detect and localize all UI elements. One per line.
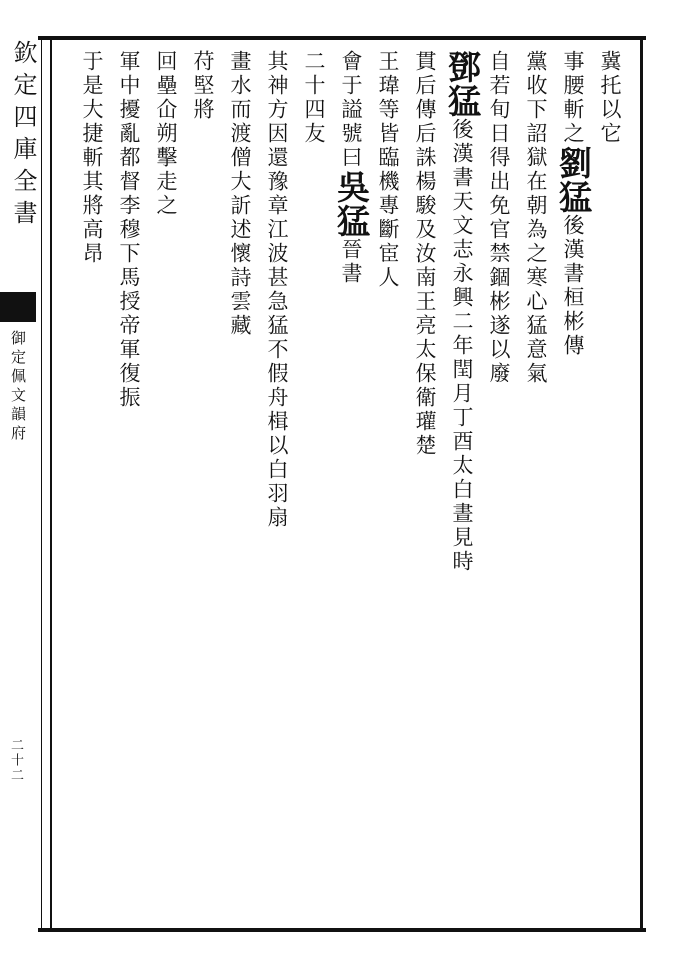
column-text: 畫水而渡僧大訢述懷詩雲藏 [228,50,252,338]
text-column [596,50,624,146]
column-text: 于是大捷斬其將高昂 [80,50,104,266]
column-text: 回壘仚朔擊走之 [154,50,178,218]
spine-subtitle: 御定佩文韻府 [9,330,27,444]
column-text: 苻堅將 [191,50,215,122]
column-text: 會于謚號曰 [339,50,363,170]
text-column [554,50,593,358]
entry-headword: 鄧猛 [443,50,482,118]
text-column [226,50,254,338]
annotation-notes [60,940,620,941]
column-text: 二十四友 [302,50,326,146]
column-text: 其神方因還豫章江波甚急猛不假舟楫以白羽扇 [265,50,289,530]
column-text: 王瑋等皆臨機專斷宦人 [376,50,400,290]
entry-headword: 吳猛 [332,170,371,238]
text-column [485,50,513,386]
column-text: 自若旬日得出免官禁錮彬遂以廢 [487,50,511,386]
text-column [152,50,180,218]
column-text: 晉書 [339,238,363,286]
text-column [443,50,482,574]
column-text: 冀托以它 [598,50,622,146]
spine-title: 欽定四庫全書 [9,40,37,232]
column-text: 事腰斬之 [561,50,585,146]
text-column [78,50,106,266]
text-column [115,50,143,410]
text-column [189,50,217,122]
spine-black-band [0,292,36,322]
column-text: 貫后傳后誅楊駿及汝南王亮太保衛瓘楚 [413,50,437,458]
column-text: 後漢書桓彬傳 [561,214,585,358]
page-number: 二十二 [8,738,23,783]
column-text: 後漢書天文志永興二年閏月丁酉太白晝見時 [450,118,474,574]
entry-headword: 劉猛 [554,146,593,214]
column-text: 軍中擾亂都督李穆下馬授帝軍復振 [117,50,141,410]
text-column [300,50,328,146]
text-column [374,50,402,290]
column-text: 黨收下詔獄在朝為之寒心猛意氣 [524,50,548,386]
text-column [522,50,550,386]
text-column [263,50,291,530]
text-column [411,50,439,458]
text-column [332,50,371,286]
